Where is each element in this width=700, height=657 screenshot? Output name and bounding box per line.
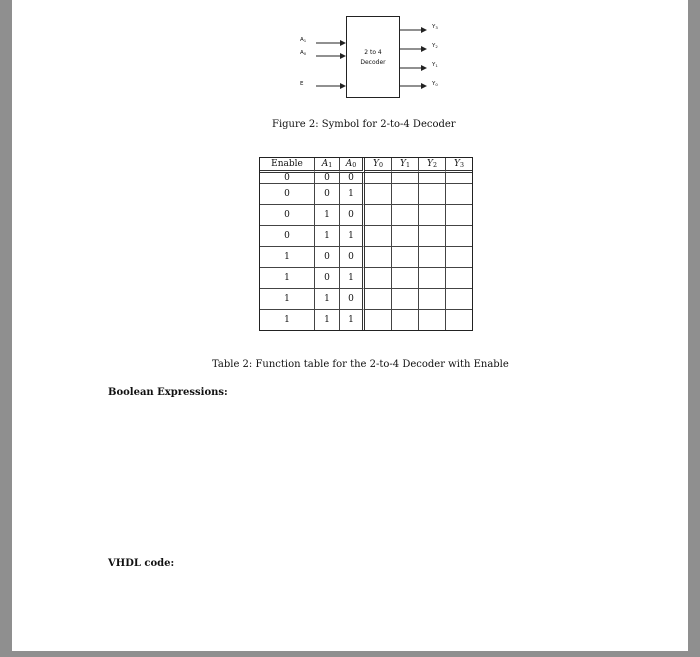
header-y2: Y2 <box>419 158 446 173</box>
output-y1-label: $Y_1$ <box>432 62 438 68</box>
viewer-left-margin <box>0 0 12 657</box>
table-row <box>260 289 472 310</box>
cell-a1: 1 <box>315 310 340 330</box>
output-y0-label: $Y_0$ <box>432 81 438 87</box>
cell-y1 <box>392 289 419 310</box>
cell-y2 <box>419 205 446 226</box>
table-row <box>260 184 472 205</box>
table-row <box>260 173 472 184</box>
cell-y3 <box>446 226 472 247</box>
cell-y1 <box>392 226 419 247</box>
table-row <box>260 247 472 268</box>
cell-y2 <box>419 226 446 247</box>
decoder-block-line2: Decoder <box>360 59 386 66</box>
vhdl-code-heading: VHDL code: <box>108 558 175 569</box>
table-row <box>260 226 472 247</box>
viewer-bottom-margin <box>12 651 688 657</box>
cell-y1 <box>392 173 419 184</box>
cell-a1: 1 <box>315 289 340 310</box>
header-y3: Y3 <box>446 158 472 173</box>
table-row <box>260 268 472 289</box>
cell-y2 <box>419 268 446 289</box>
cell-y2 <box>419 310 446 330</box>
cell-y3 <box>446 310 472 330</box>
header-y0: Y0 <box>365 158 392 173</box>
cell-enable: 1 <box>260 247 315 268</box>
output-y3-label: $Y_3$ <box>432 24 438 30</box>
cell-y3 <box>446 173 472 184</box>
cell-a1: 1 <box>315 205 340 226</box>
cell-y2 <box>419 247 446 268</box>
cell-y0 <box>365 205 392 226</box>
decoder-symbol <box>288 10 458 106</box>
function-table <box>259 157 473 331</box>
boolean-expressions-heading: Boolean Expressions: <box>108 387 228 398</box>
cell-y1 <box>392 247 419 268</box>
header-a1: A1 <box>315 158 340 173</box>
cell-enable: 1 <box>260 310 315 330</box>
cell-a1: 0 <box>315 247 340 268</box>
cell-a0: 0 <box>340 247 365 268</box>
input-a0-label: $A_0$ <box>300 50 307 56</box>
cell-y0 <box>365 226 392 247</box>
cell-y0 <box>365 247 392 268</box>
cell-y2 <box>419 184 446 205</box>
table-row <box>260 310 472 330</box>
cell-y0 <box>365 184 392 205</box>
decoder-block <box>346 16 400 98</box>
table-caption: Table 2: Function table for the 2-to-4 Decoder with Enable <box>212 359 509 370</box>
cell-y3 <box>446 289 472 310</box>
cell-enable: 0 <box>260 173 315 184</box>
cell-a1: 0 <box>315 184 340 205</box>
cell-y1 <box>392 205 419 226</box>
cell-y0 <box>365 268 392 289</box>
cell-a0: 0 <box>340 205 365 226</box>
cell-a1: 0 <box>315 173 340 184</box>
cell-y0 <box>365 173 392 184</box>
cell-y3 <box>446 268 472 289</box>
cell-y3 <box>446 205 472 226</box>
cell-a0: 0 <box>340 173 365 184</box>
cell-enable: 1 <box>260 289 315 310</box>
header-enable: Enable <box>260 158 315 173</box>
header-a0: A0 <box>340 158 365 173</box>
cell-y1 <box>392 184 419 205</box>
cell-a0: 1 <box>340 268 365 289</box>
cell-enable: 0 <box>260 184 315 205</box>
cell-enable: 0 <box>260 205 315 226</box>
decoder-block-line1: 2 to 4 <box>364 49 382 56</box>
figure-caption: Figure 2: Symbol for 2-to-4 Decoder <box>272 119 456 130</box>
cell-y2 <box>419 173 446 184</box>
table-row <box>260 205 472 226</box>
cell-a1: 0 <box>315 268 340 289</box>
cell-y1 <box>392 268 419 289</box>
header-y1: Y1 <box>392 158 419 173</box>
output-y2-label: $Y_2$ <box>432 43 438 49</box>
cell-y2 <box>419 289 446 310</box>
cell-y3 <box>446 184 472 205</box>
cell-y3 <box>446 247 472 268</box>
input-a1-label: $A_1$ <box>300 37 307 43</box>
viewer-right-margin <box>688 0 700 657</box>
cell-enable: 1 <box>260 268 315 289</box>
cell-a0: 1 <box>340 226 365 247</box>
cell-y0 <box>365 310 392 330</box>
cell-enable: 0 <box>260 226 315 247</box>
cell-y1 <box>392 310 419 330</box>
cell-a1: 1 <box>315 226 340 247</box>
cell-a0: 0 <box>340 289 365 310</box>
table-header-row <box>260 158 472 173</box>
input-e-label: E <box>300 81 304 87</box>
cell-y0 <box>365 289 392 310</box>
cell-a0: 1 <box>340 184 365 205</box>
cell-a0: 1 <box>340 310 365 330</box>
